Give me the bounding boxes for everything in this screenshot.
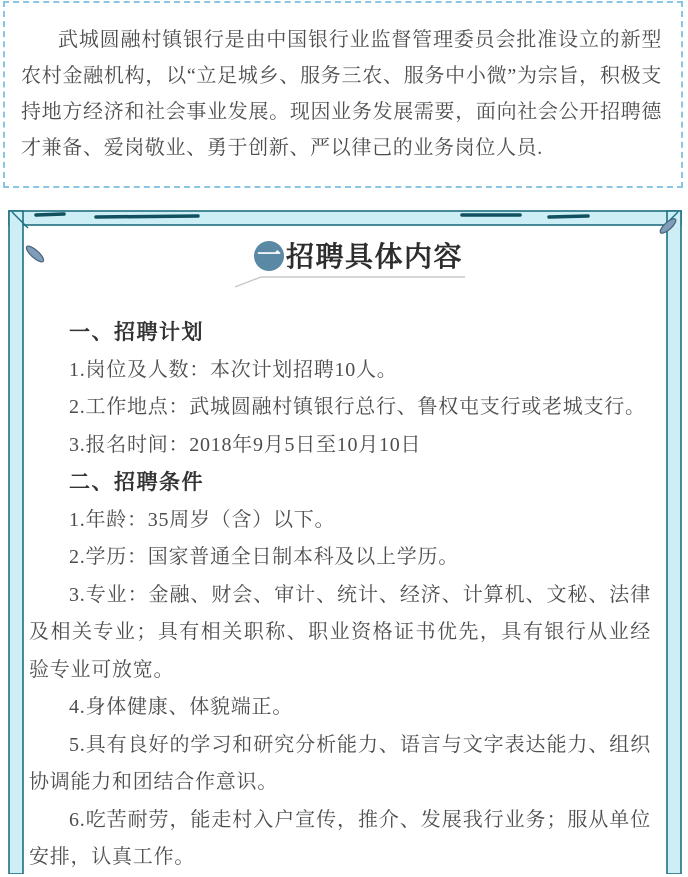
- recruitment-content: [29, 314, 651, 877]
- recruit-item: 1.年龄：35周岁（含）以下。: [69, 508, 336, 531]
- section-title: 招聘具体内容: [286, 241, 464, 272]
- corner-pin-icon: [24, 244, 45, 264]
- recruit-item: 2.学历：国家普通全日制本科及以上学历。: [69, 546, 459, 568]
- frame-left-bar: [9, 211, 23, 874]
- title-underline-swoosh: [234, 275, 467, 289]
- intro-notice-box: [3, 1, 683, 188]
- subsection-heading: 一、招聘计划: [69, 321, 204, 344]
- recruit-item: 3.报名时间：2018年9月5日至10月10日: [69, 433, 422, 456]
- section-number-badge: 一: [254, 241, 284, 271]
- recruit-item: 3.专业：金融、财会、审计、统计、经济、计算机、文秘、法律及相关专业；具有相关职称、职业资格证书优先，具有银行从业经验专业可放宽。: [29, 583, 651, 681]
- recruit-item: 4.身体健康、体貌端正。: [69, 696, 293, 718]
- recruit-item: 2.工作地点：武城圆融村镇银行总行、鲁权屯支行或老城支行。: [69, 396, 646, 418]
- subsection-heading: 二、招聘条件: [69, 471, 204, 494]
- recruit-item: 6.吃苦耐劳，能走村入户宣传，推介、发展我行业务；服从单位安排，认真工作。: [29, 808, 651, 868]
- notice-intro-paragraph: 武城圆融村镇银行是由中国银行业监督管理委员会批准设立的新型农村金融机构，以“立足城乡、服务三农、服务中小微”为宗旨，积极支持地方经济和社会事业发展。现因业务发展需要，面向社会公开招聘德才兼备、爱岗敬业、勇于创新、严以律己的业务岗位人员.: [21, 29, 662, 159]
- frame-right-bar: [667, 211, 681, 874]
- recruit-item: 5.具有良好的学习和研究分析能力、语言与文字表达能力、组织协调能力和团结合作意识。: [29, 733, 651, 793]
- recruit-item: 1.岗位及人数：本次计划招聘10人。: [69, 358, 398, 381]
